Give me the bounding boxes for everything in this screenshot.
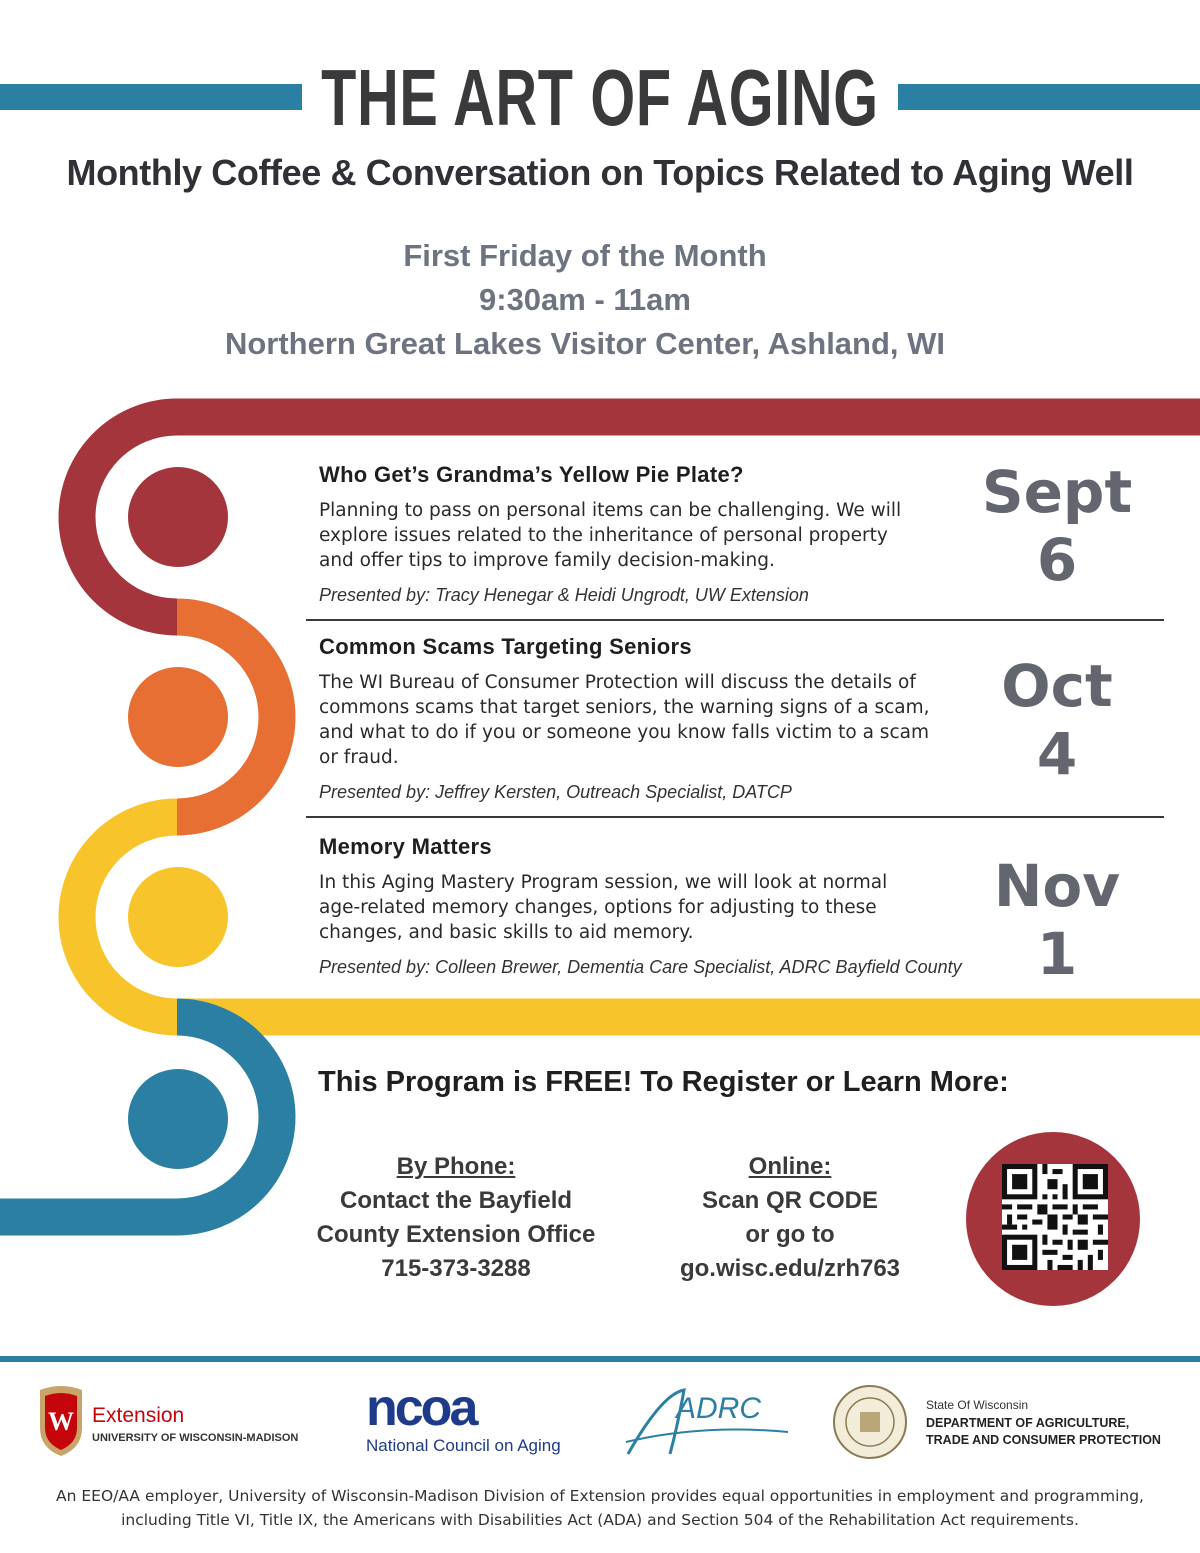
divider-2: [306, 816, 1164, 818]
event-1: [319, 462, 959, 606]
phone-heading: By Phone:: [396, 1153, 516, 1180]
ncoa-logo-sub: National Council on Aging: [366, 1436, 561, 1455]
schedule-location: Northern Great Lakes Visitor Center, Ashland, WI: [224, 326, 946, 361]
ncoa-logo-name: [366, 1380, 475, 1436]
event-2: [319, 634, 959, 803]
online-line-1: Scan QR CODE: [701, 1187, 879, 1214]
eeo-statement: An EEO/AA employer, University of Wisconsin-Madison Division of Extension provides equal opportunities in employment and programming, including Title VI, Title IX, the Americans with Disabilities Act (ADA) and Section 504 of the Rehabilitation Act requirements.: [56, 1487, 1144, 1529]
datcp-line-1: State Of Wisconsin: [926, 1398, 1029, 1412]
phone-line-2: County Extension Office: [316, 1221, 596, 1248]
datcp-line-2: DEPARTMENT OF AGRICULTURE,: [926, 1416, 1130, 1430]
svg-text:W: W: [48, 1407, 74, 1436]
event-3-title: Memory Matters: [319, 834, 492, 859]
adrc-logo-text: ADRC: [676, 1392, 762, 1425]
event-2-date: [952, 652, 1162, 788]
event-1-description: Planning to pass on personal items can be challenging. We will explore issues related to the inheritance of personal property and offer tips to improve family decision-making.: [319, 500, 902, 571]
yellow-dot-icon: [128, 867, 228, 967]
orange-dot-icon: [128, 667, 228, 767]
event-2-day: 4: [1036, 720, 1078, 788]
page-subtitle: Monthly Coffee & Conversation on Topics Related to Aging Well: [66, 152, 1134, 193]
online-heading: Online:: [748, 1153, 832, 1180]
divider-1: [306, 619, 1164, 621]
schedule-time: 9:30am - 11am: [479, 282, 691, 317]
event-3-presenter: Presented by: Colleen Brewer, Dementia Care Specialist, ADRC Bayfield County: [319, 957, 962, 977]
phone-line-1: Contact the Bayfield: [339, 1187, 573, 1214]
extension-logo-name: Extension: [92, 1404, 185, 1427]
event-1-day: 6: [1036, 526, 1078, 594]
blue-dot-icon: [128, 1069, 228, 1169]
event-2-presenter: Presented by: Jeffrey Kersten, Outreach Specialist, DATCP: [319, 782, 792, 802]
qr-code-icon[interactable]: [1002, 1164, 1108, 1270]
event-3: [319, 834, 962, 978]
extension-logo-sub: UNIVERSITY OF WISCONSIN-MADISON: [92, 1432, 299, 1444]
datcp-seal-icon: [832, 1384, 908, 1460]
schedule-day: First Friday of the Month: [403, 238, 767, 273]
red-dot-icon: [128, 467, 228, 567]
event-1-title: Who Get’s Grandma’s Yellow Pie Plate?: [319, 462, 744, 487]
phone-contact: [306, 1150, 606, 1286]
event-1-presenter: Presented by: Tracy Henegar & Heidi Ungrodt, UW Extension: [319, 585, 809, 605]
event-2-month: Oct: [1001, 652, 1113, 720]
uw-crest-icon: [36, 1384, 86, 1458]
register-heading: This Program is FREE! To Register or Learn More:: [318, 1066, 1009, 1098]
datcp-line-3: TRADE AND CONSUMER PROTECTION: [926, 1433, 1161, 1447]
event-1-month: Sept: [981, 458, 1133, 526]
online-contact: [650, 1150, 930, 1286]
event-3-day: 1: [1036, 920, 1078, 988]
footer-divider: [0, 1356, 1200, 1362]
event-2-title: Common Scams Targeting Seniors: [319, 634, 692, 659]
page-title: THE ART OF AGING: [321, 53, 879, 142]
event-1-date: [952, 458, 1162, 594]
event-2-description: The WI Bureau of Consumer Protection will discuss the details of commons scams that target seniors, the warning signs of a scam, and what to do if you or someone you know falls victim to a scam or fraud.: [319, 672, 930, 768]
phone-number[interactable]: 715-373-3288: [381, 1255, 531, 1282]
online-url-link[interactable]: go.wisc.edu/zrh763: [679, 1255, 901, 1282]
ncoa-logo-text: ncoa: [366, 1379, 476, 1437]
event-3-description: In this Aging Mastery Program session, we will look at normal age-related memory changes, options for adjusting to these changes, and basic skills to aid memory.: [319, 872, 888, 943]
event-3-month: Nov: [993, 852, 1121, 920]
event-3-date: [952, 852, 1162, 988]
online-line-2: or go to: [745, 1221, 835, 1248]
